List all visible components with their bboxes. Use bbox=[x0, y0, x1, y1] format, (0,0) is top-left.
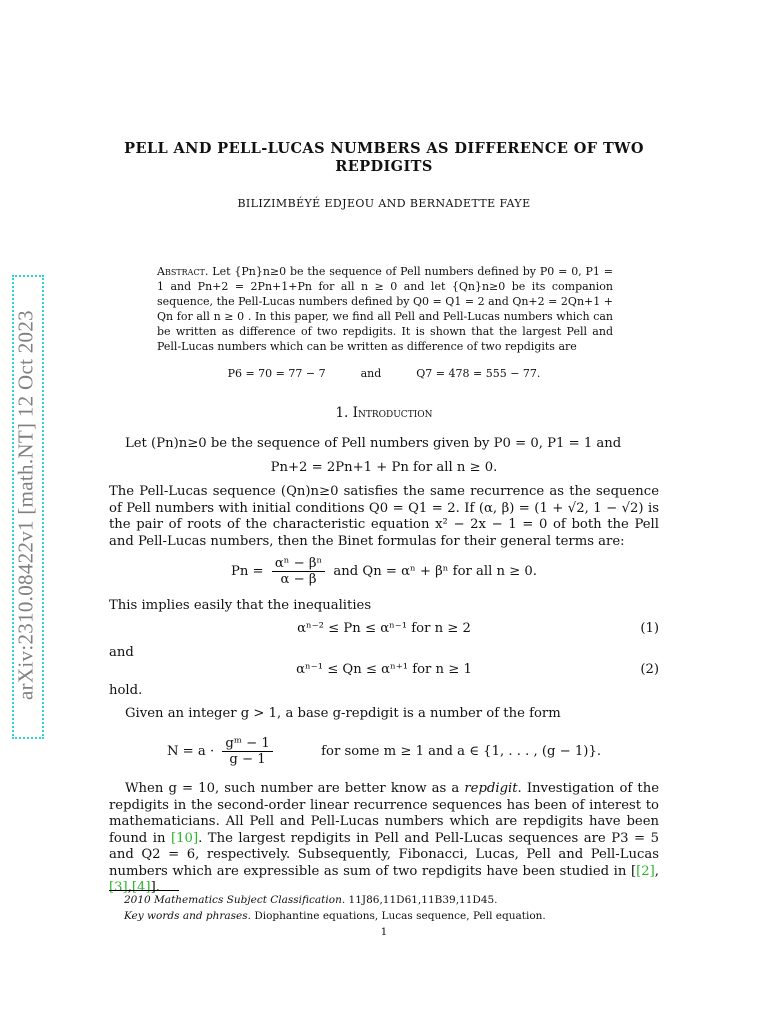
repdigit-fraction bbox=[222, 736, 272, 767]
footnote-keywords bbox=[124, 909, 546, 924]
repdigit-formula bbox=[109, 736, 659, 767]
binet-lhs: Pn = bbox=[231, 564, 264, 579]
abstract-label: Abstract. bbox=[157, 265, 209, 278]
section-heading: 1. Introduction bbox=[335, 405, 433, 421]
footnote-msc-label: 2010 Mathematics Subject Classification. bbox=[124, 894, 346, 906]
repdigit-denominator: g − 1 bbox=[229, 752, 266, 767]
binet-denominator: α − β bbox=[280, 572, 317, 587]
paragraph-4: Given an integer g > 1, a base g-repdigit is a number of the form bbox=[125, 706, 561, 721]
recurrence-equation: Pn+2 = 2Pn+1 + Pn for all n ≥ 0. bbox=[270, 460, 498, 475]
footnote-keywords-text: Diophantine equations, Lucas sequence, Pell equation. bbox=[251, 910, 546, 922]
footnote-rule bbox=[109, 890, 179, 891]
paper-title bbox=[0, 140, 768, 176]
binet-fraction bbox=[272, 556, 325, 587]
hold-word: hold. bbox=[109, 683, 143, 698]
binet-rest: and Qn = αⁿ + βⁿ for all n ≥ 0. bbox=[333, 564, 537, 579]
repdigit-lhs: N = a · bbox=[166, 744, 215, 759]
p5-comma-1: , bbox=[654, 863, 659, 879]
citation-2-link[interactable]: [2] bbox=[636, 863, 655, 879]
paragraph-5 bbox=[109, 781, 659, 897]
paragraph-2: The Pell-Lucas sequence (Qn)n≥0 satisfies the same recurrence as the sequence of Pell numbers with initial conditions Q0 = Q1 = 2. If (α, β) = (1 + √2, 1 − √2) is the pair of roots of the characteristic equation x² − 2x − 1 = 0 of both the Pell and Pell-Lucas numbers, then the Binet formulas for their general terms are: bbox=[109, 484, 659, 549]
repdigit-rest: for some m ≥ 1 and a ∈ {1, . . . , (g − 1)}. bbox=[321, 744, 602, 759]
binet-formula bbox=[109, 556, 659, 587]
inequality-2-text: αⁿ⁻¹ ≤ Qn ≤ αⁿ⁺¹ for n ≥ 1 bbox=[296, 662, 472, 677]
paragraph-3: This implies easily that the inequalities bbox=[109, 598, 372, 613]
abstract-text: Let {Pn}n≥0 be the sequence of Pell numbers defined by P0 = 0, P1 = 1 and Pn+2 = 2Pn+1+Pn for all n ≥ 0 and let {Qn}n≥0 be its companion sequence, the Pell-Lucas numbers defined by Q0 = Q1 = 2 and Qn+2 = 2Qn+1 + Qn for all n ≥ 0 . In this paper, we find all Pell and Pell-Lucas numbers which can be written as difference of two repdigits. It is shown that the largest Pell and Pell-Lucas numbers which can be written as difference of two repdigits are bbox=[157, 265, 613, 353]
equation-number-1: (1) bbox=[640, 621, 659, 636]
citation-3-link[interactable]: [3] bbox=[109, 880, 128, 895]
title-line-1: PELL AND PELL-LUCAS NUMBERS AS DIFFERENCE OF TWO bbox=[124, 140, 644, 157]
citation-4-link[interactable]: [4] bbox=[131, 880, 151, 895]
abstract-eq-right: Q7 = 478 = 555 − 77. bbox=[416, 367, 541, 380]
paragraph-1: Let (Pn)n≥0 be the sequence of Pell numbers given by P0 = 0, P1 = 1 and bbox=[125, 436, 622, 451]
title-line-2: REPDIGITS bbox=[335, 158, 433, 175]
p5-part-a: When g = 10, such number are better know as a bbox=[125, 781, 465, 796]
authors: BILIZIMBÉYÉ EDJEOU AND BERNADETTE FAYE bbox=[237, 197, 531, 210]
abstract-equation bbox=[0, 367, 768, 380]
p5-italic-repdigit: repdigit bbox=[464, 781, 518, 796]
equation-number-2: (2) bbox=[640, 662, 659, 677]
page-number: 1 bbox=[380, 926, 388, 938]
and-word: and bbox=[109, 645, 134, 660]
p5-part-b: . Investigation of the repdigits in the second-order linear recurrence sequences has been of interest to mathematicians. All Pell and Pell-Lucas numbers which are repdigits have been found in bbox=[109, 781, 659, 846]
repdigit-numerator: gᵐ − 1 bbox=[222, 736, 272, 752]
binet-numerator: αⁿ − βⁿ bbox=[272, 556, 325, 572]
footnote-msc-codes: 11J86,11D61,11B39,11D45. bbox=[345, 894, 498, 906]
abstract bbox=[157, 264, 613, 354]
p5-part-d: ]. bbox=[150, 880, 160, 895]
inequality-2 bbox=[109, 662, 659, 677]
abstract-eq-left: P6 = 70 = 77 − 7 bbox=[227, 367, 326, 380]
arxiv-identifier[interactable]: arXiv:2310.08422v1 [math.NT] 12 Oct 2023 bbox=[13, 310, 38, 700]
footnote-keywords-label: Key words and phrases. bbox=[124, 910, 251, 922]
footnote-msc bbox=[124, 893, 498, 908]
inequality-1 bbox=[109, 621, 659, 636]
citation-10-link[interactable]: [10] bbox=[171, 830, 199, 846]
abstract-eq-and: and bbox=[360, 367, 382, 380]
p5-part-c: . The largest repdigits in Pell and Pell-Lucas sequences are P3 = 5 and Q2 = 6, respectively. Subsequently, Fibonacci, Lucas, Pell and Pell-Lucas numbers which are expressible as sum of two repdigits have been studied in [ bbox=[109, 830, 660, 879]
p5-comma-2: , bbox=[127, 880, 132, 895]
inequality-1-text: αⁿ⁻² ≤ Pn ≤ αⁿ⁻¹ for n ≥ 2 bbox=[297, 621, 471, 636]
